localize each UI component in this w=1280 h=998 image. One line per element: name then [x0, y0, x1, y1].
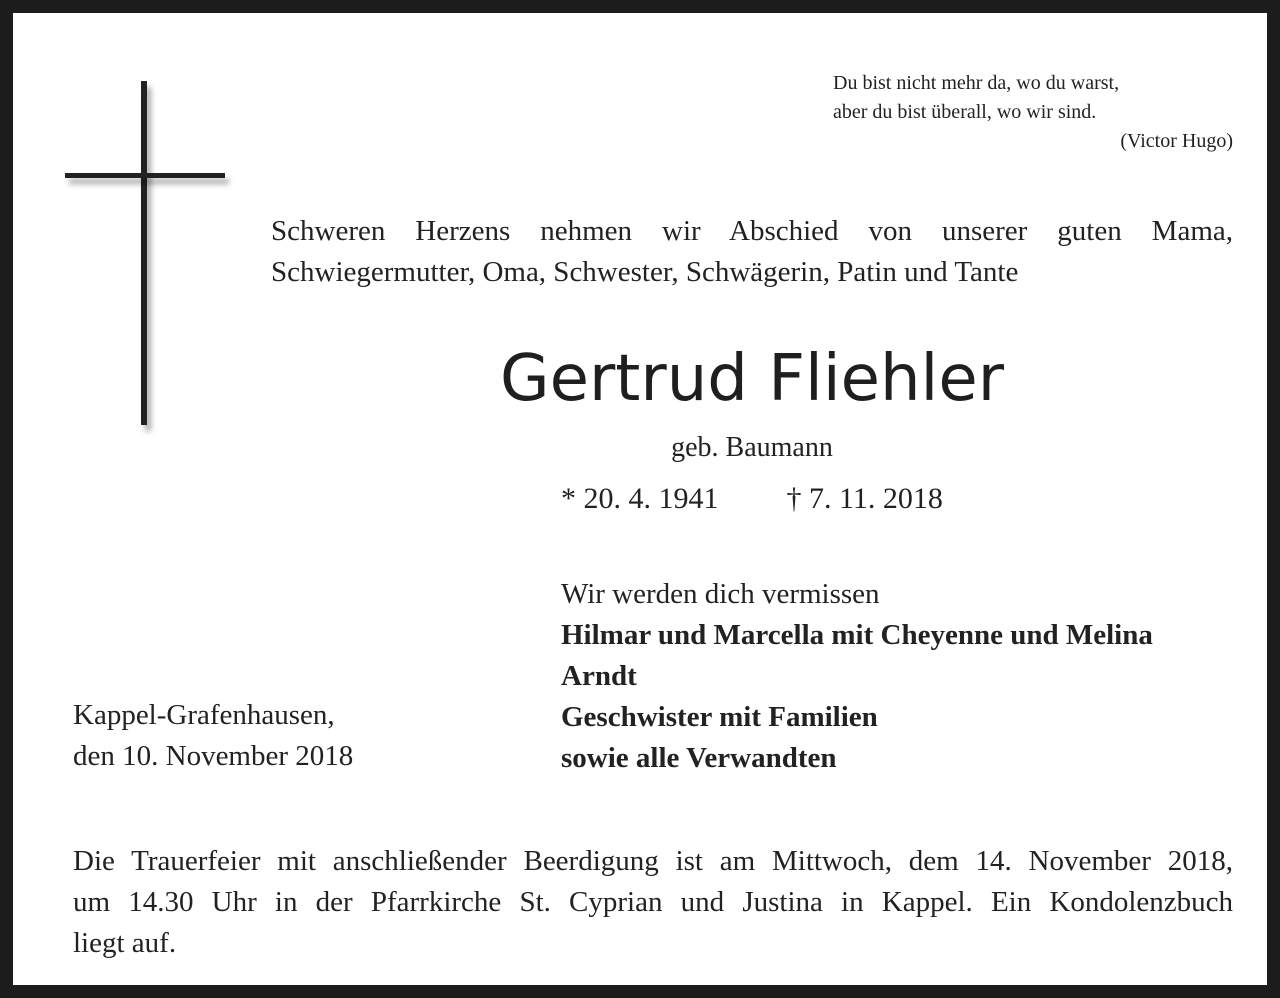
- intro-line-2: Schwiegermutter, Oma, Schwester, Schwägerin, Patin und Tante: [271, 256, 1019, 288]
- cross-horizontal-bar: [65, 173, 225, 178]
- service-line-1: Die Trauerfeier mit anschließender Beerdigung ist am Mittwoch, dem 14. November 2018,: [73, 845, 1233, 877]
- place-line: Kappel-Grafenhausen,: [73, 699, 335, 731]
- cross-vertical-bar: [141, 81, 147, 425]
- intro-text: [271, 211, 1233, 293]
- birth-date: * 20. 4. 1941: [561, 482, 719, 515]
- service-line-2: um 14.30 Uhr in der Pfarrkirche St. Cyprian und Justina in Kappel. Ein Kondolenzbuch: [73, 886, 1233, 918]
- mourners-block: [561, 574, 1241, 779]
- mourner-line: Hilmar und Marcella mit Cheyenne und Melina: [561, 619, 1153, 651]
- place-and-date: [73, 695, 493, 777]
- intro-line-1: Schweren Herzens nehmen wir Abschied von unserer guten Mama,: [271, 215, 1233, 247]
- funeral-service-info: [73, 841, 1233, 964]
- quote-line-1: Du bist nicht mehr da, wo du warst,: [833, 72, 1120, 94]
- life-dates: [271, 479, 1233, 519]
- date-line: den 10. November 2018: [73, 740, 354, 772]
- mourner-line: Arndt: [561, 660, 637, 692]
- mourner-line: sowie alle Verwandten: [561, 742, 837, 774]
- mourners-intro: Wir werden dich vermissen: [561, 578, 880, 610]
- quote-block: [833, 69, 1233, 156]
- mourner-line: Geschwister mit Familien: [561, 701, 878, 733]
- quote-line-2: aber du bist überall, wo wir sind.: [833, 101, 1097, 123]
- service-line-3: liegt auf.: [73, 927, 177, 959]
- deceased-name: Gertrud Fliehler: [500, 342, 1004, 416]
- quote-author: (Victor Hugo): [1120, 130, 1233, 152]
- deceased-birth-name: geb. Baumann: [671, 432, 833, 463]
- death-date: † 7. 11. 2018: [786, 482, 943, 515]
- cross-icon: [65, 81, 225, 426]
